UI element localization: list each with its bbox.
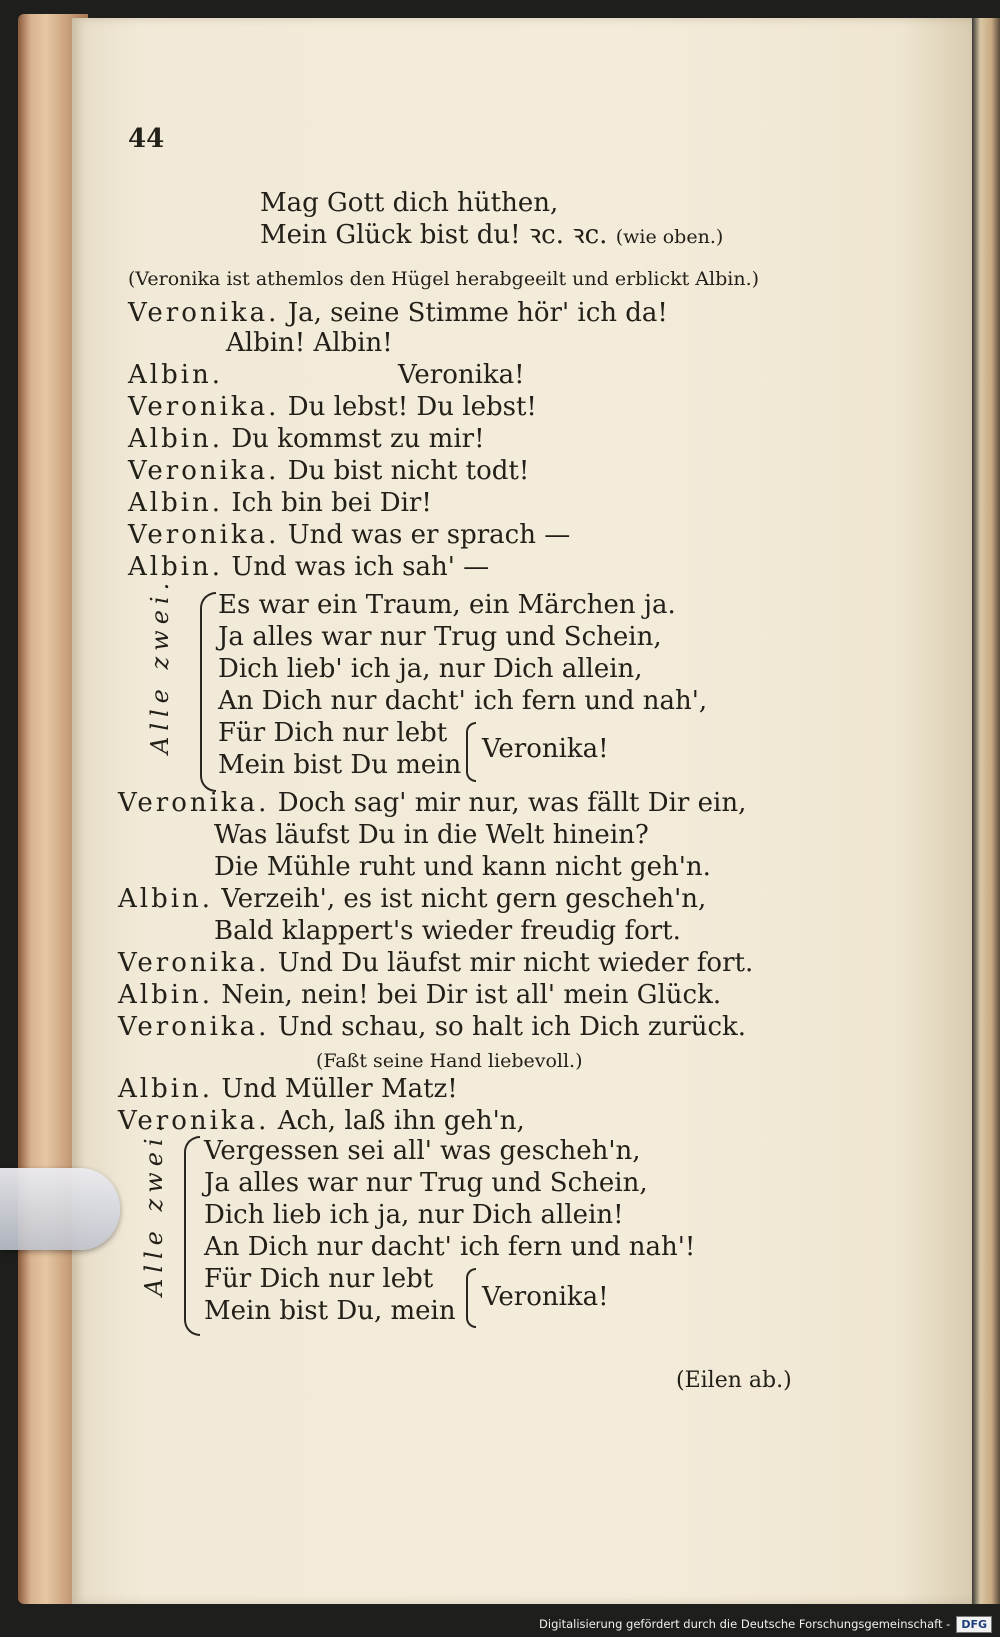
speaker-name: Veronika. (118, 1106, 270, 1136)
speaker-name: Veronika. (128, 298, 280, 328)
brace (200, 592, 216, 792)
speaker-name: Albin. (118, 1074, 214, 1104)
page-number: 44 (128, 124, 165, 154)
speaker-name: Veronika. (128, 392, 280, 422)
dialogue-line: Albin. Du kommst zu mir! (128, 424, 485, 454)
duet-label: Alle zwei. (140, 1118, 168, 1296)
dialogue-line: Veronika. Und schau, so halt ich Dich zurück. (118, 1012, 747, 1042)
duet-line: Vergessen sei all' was gescheh'n, (204, 1136, 641, 1166)
duet-line: Dich lieb ich ja, nur Dich allein! (204, 1200, 624, 1230)
duet-line: Für Dich nur lebt (204, 1264, 434, 1294)
verse-line: Mag Gott dich hüthen, (260, 188, 559, 218)
duet-name: Veronika! (482, 734, 609, 764)
stage-direction: (Veronika ist athemlos den Hügel herabgeeilt und erblickt Albin.) (128, 268, 760, 290)
page-edges-right (972, 18, 1000, 1604)
stage-note: (wie oben.) (615, 226, 724, 248)
speaker-name: Albin. (118, 980, 214, 1010)
duet-name: Veronika! (482, 1282, 609, 1312)
speaker-name: Veronika. (128, 520, 280, 550)
speaker-name: Albin. (128, 552, 224, 582)
duet-line: Für Dich nur lebt (218, 718, 448, 748)
dialogue-line: Was läufst Du in die Welt hinein? (214, 820, 649, 850)
dialogue-line: Veronika. Doch sag' mir nur, was fällt Dir ein, (118, 788, 747, 818)
dialogue-line (128, 358, 223, 392)
duet-label: Alle zwei. (146, 576, 174, 754)
dialogue-line: Bald klappert's wieder freudig fort. (214, 916, 681, 946)
speaker-name: Veronika. (118, 948, 270, 978)
dialogue-line: Veronika! (398, 360, 525, 390)
page-clip (0, 1168, 120, 1250)
duet-line: An Dich nur dacht' ich fern und nah', (218, 686, 708, 716)
speaker-name: Veronika. (118, 1012, 270, 1042)
duet-line: Ja alles war nur Trug und Schein, (204, 1168, 648, 1198)
duet-line: Mein bist Du mein (218, 750, 462, 780)
stage-direction: (Eilen ab.) (676, 1368, 792, 1393)
dialogue-line: Veronika. Ja, seine Stimme hör' ich da! (128, 298, 668, 328)
dialogue-line: Veronika. Und Du läufst mir nicht wieder fort. (118, 948, 754, 978)
dialogue-line: Albin. Und was ich sah' — (128, 552, 490, 582)
duet-line: Mein bist Du, mein (204, 1296, 456, 1326)
dialogue-line: Albin. Ich bin bei Dir! (128, 488, 432, 518)
dialogue-line: Albin. Verzeih', es ist nicht gern gescheh'n, (118, 884, 707, 914)
dialogue-line: Albin. Und Müller Matz! (118, 1074, 458, 1104)
dialogue-line: Veronika. Du bist nicht todt! (128, 456, 530, 486)
duet-line: Ja alles war nur Trug und Schein, (218, 622, 662, 652)
footer-bar (539, 1611, 992, 1637)
duet-line: Es war ein Traum, ein Märchen ja. (218, 590, 676, 620)
footer-text: Digitalisierung gefördert durch die Deutsche Forschungsgemeinschaft - (539, 1617, 951, 1631)
dialogue-line: Veronika. Und was er sprach — (128, 520, 571, 550)
brace (466, 722, 476, 782)
dialogue-line: Albin. Nein, nein! bei Dir ist all' mein Glück. (118, 980, 722, 1010)
speaker-name: Albin. (128, 360, 224, 390)
dialogue-line: Albin! Albin! (226, 328, 393, 358)
page-text (72, 18, 972, 1604)
dfg-logo: DFG (956, 1616, 992, 1633)
verse-line: Mein Glück bist du! ꝛc. ꝛc. (wie oben.) (260, 220, 724, 250)
brace (466, 1268, 476, 1328)
speaker-name: Albin. (118, 884, 214, 914)
speaker-name: Albin. (128, 488, 224, 518)
duet-line: Dich lieb' ich ja, nur Dich allein, (218, 654, 643, 684)
speaker-name: Veronika. (118, 788, 270, 818)
dialogue-line: Veronika. Du lebst! Du lebst! (128, 392, 537, 422)
speaker-name: Veronika. (128, 456, 280, 486)
speaker-name: Albin. (128, 424, 224, 454)
duet-line: An Dich nur dacht' ich fern und nah'! (204, 1232, 696, 1262)
dialogue-line: Die Mühle ruht und kann nicht geh'n. (214, 852, 711, 882)
stage-direction: (Faßt seine Hand liebevoll.) (316, 1050, 583, 1072)
brace (184, 1136, 200, 1336)
dialogue-line: Veronika. Ach, laß ihn geh'n, (118, 1106, 525, 1136)
